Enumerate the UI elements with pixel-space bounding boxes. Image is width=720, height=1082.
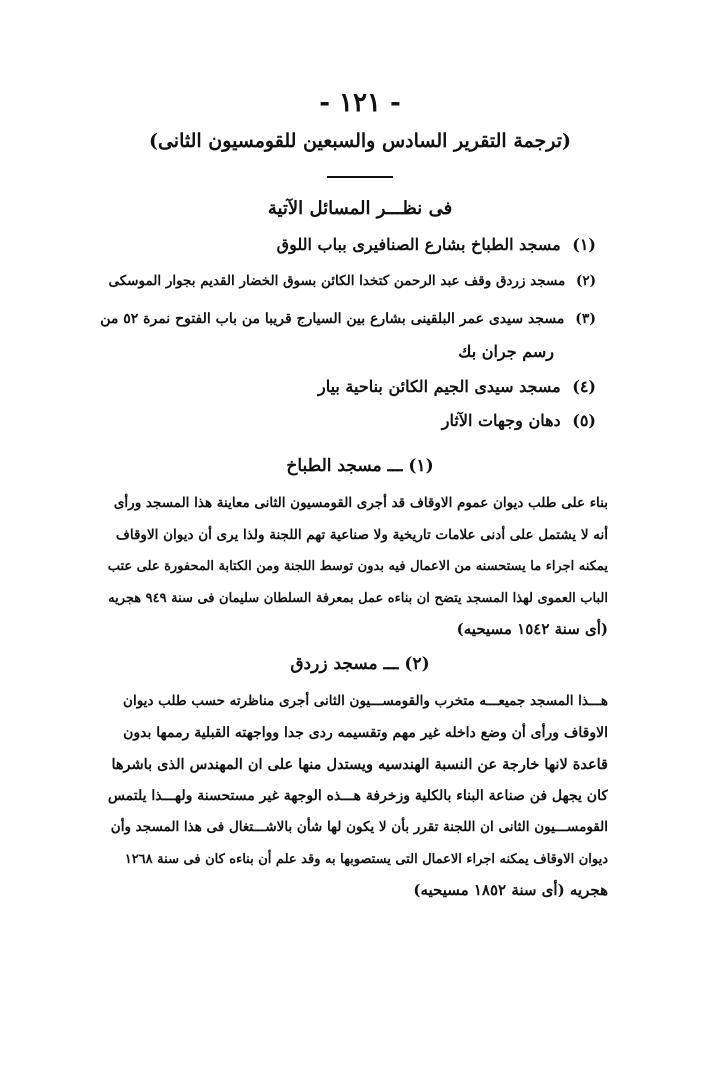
list-item-text: مسجد الطباخ بشارع الصنافيرى بباب اللوق (276, 235, 561, 254)
list-item-number: (٤) (572, 377, 596, 396)
list-item (100, 308, 596, 330)
list-item-text: مسجد زردق وقف عبد الرحمن كتخدا الكائن بسوق الخضار القديم بجوار الموسكى (108, 273, 566, 289)
paragraph-line: ديوان الاوقاف يمكنه اجراء الاعمال التى يستصوبها به وقد علم أن بناءه كان فى سنة ١٢٦٨ (124, 851, 608, 867)
list-item-text: مسجد سيدى الجيم الكائن بناحية بيار (317, 377, 561, 396)
list-item-text: دهان وجهات الآثار (441, 411, 561, 430)
paragraph-line: بناء على طلب ديوان عموم الاوقاف قد أجرى القومسيون الثانى معاينة هذا المسجد ورأى (113, 495, 608, 511)
page-number: - ١٢١ - (319, 88, 401, 118)
paragraph-line: أنه لا يشتمل على أدنى علامات تاريخية ولا صناعية تهم اللجنة ولذا يرى أن ديوان الاوقاف (115, 526, 608, 543)
list-item-number: (١) (572, 235, 596, 254)
section-paragraph (108, 686, 608, 907)
list-item (100, 410, 596, 432)
paragraph-line: (أى سنة ١٥٤٢ مسيحيه) (456, 620, 608, 638)
title-divider (327, 176, 393, 178)
section-heading: (٢) ـــ مسجد زردق (290, 654, 430, 674)
list-item (100, 270, 596, 292)
paragraph-line: يمكنه اجراء ما يستحسنه من الاعمال فيه بدون توسط اللجنة ومن الكتابة المحفورة على عتب (108, 559, 608, 574)
section-heading: (١) ـــ مسجد الطباخ (286, 456, 434, 476)
report-subtitle: فى نظـــر المسائل الآتية (267, 198, 453, 219)
paragraph-line: هـــذا المسجد جميعـــه متخرب والقومســـيون الثانى أجرى مناظرته حسب طلب ديوان (123, 693, 608, 709)
list-item (100, 376, 596, 398)
section-paragraph (108, 488, 608, 646)
paragraph-line: الاوقاف ورأى أن وضع داخله غير مهم وتقسيمه ردى جدا وواجهته القبلية رممها بدون (123, 724, 608, 741)
paragraph-line: قاعدة لانها خارجة عن النسبة الهندسيه ويستدل منها على ان المهندس الذى باشرها (111, 756, 608, 773)
list-item-number: (٥) (572, 411, 596, 430)
list-item (100, 234, 596, 256)
paragraph-line: الباب العموى لهذا المسجد يتضح ان بناءه عمل بمعرفة السلطان سليمان فى سنة ٩٤٩ هجريه (108, 590, 608, 606)
list-item-continuation: رسم جران بك (458, 342, 554, 361)
paragraph-line: هجريه (أى سنة ١٨٥٢ مسيحيه) (413, 881, 608, 899)
paragraph-line: كان يجهل فن صناعة البناء بالكلية وزخرفة هـــذه الوجهة غير مستحسنة ولهـــذا يلتمس (108, 787, 608, 804)
list-item-number: (٢) (575, 273, 596, 289)
list-item-number: (٣) (575, 311, 596, 327)
paragraph-line: القومســـيون الثانى ان اللجنة تقرر بأن لا يكون لها شأن بالاشـــتغال فى هذا المسجد وأن (110, 819, 608, 835)
report-title: (ترجمة التقرير السادس والسبعين للقومسيون الثانى) (148, 130, 571, 152)
list-item-text: مسجد سيدى عمر البلقينى بشارع بين السيارج قريبا من باب الفتوح نمرة ٥٢ من (100, 311, 565, 327)
